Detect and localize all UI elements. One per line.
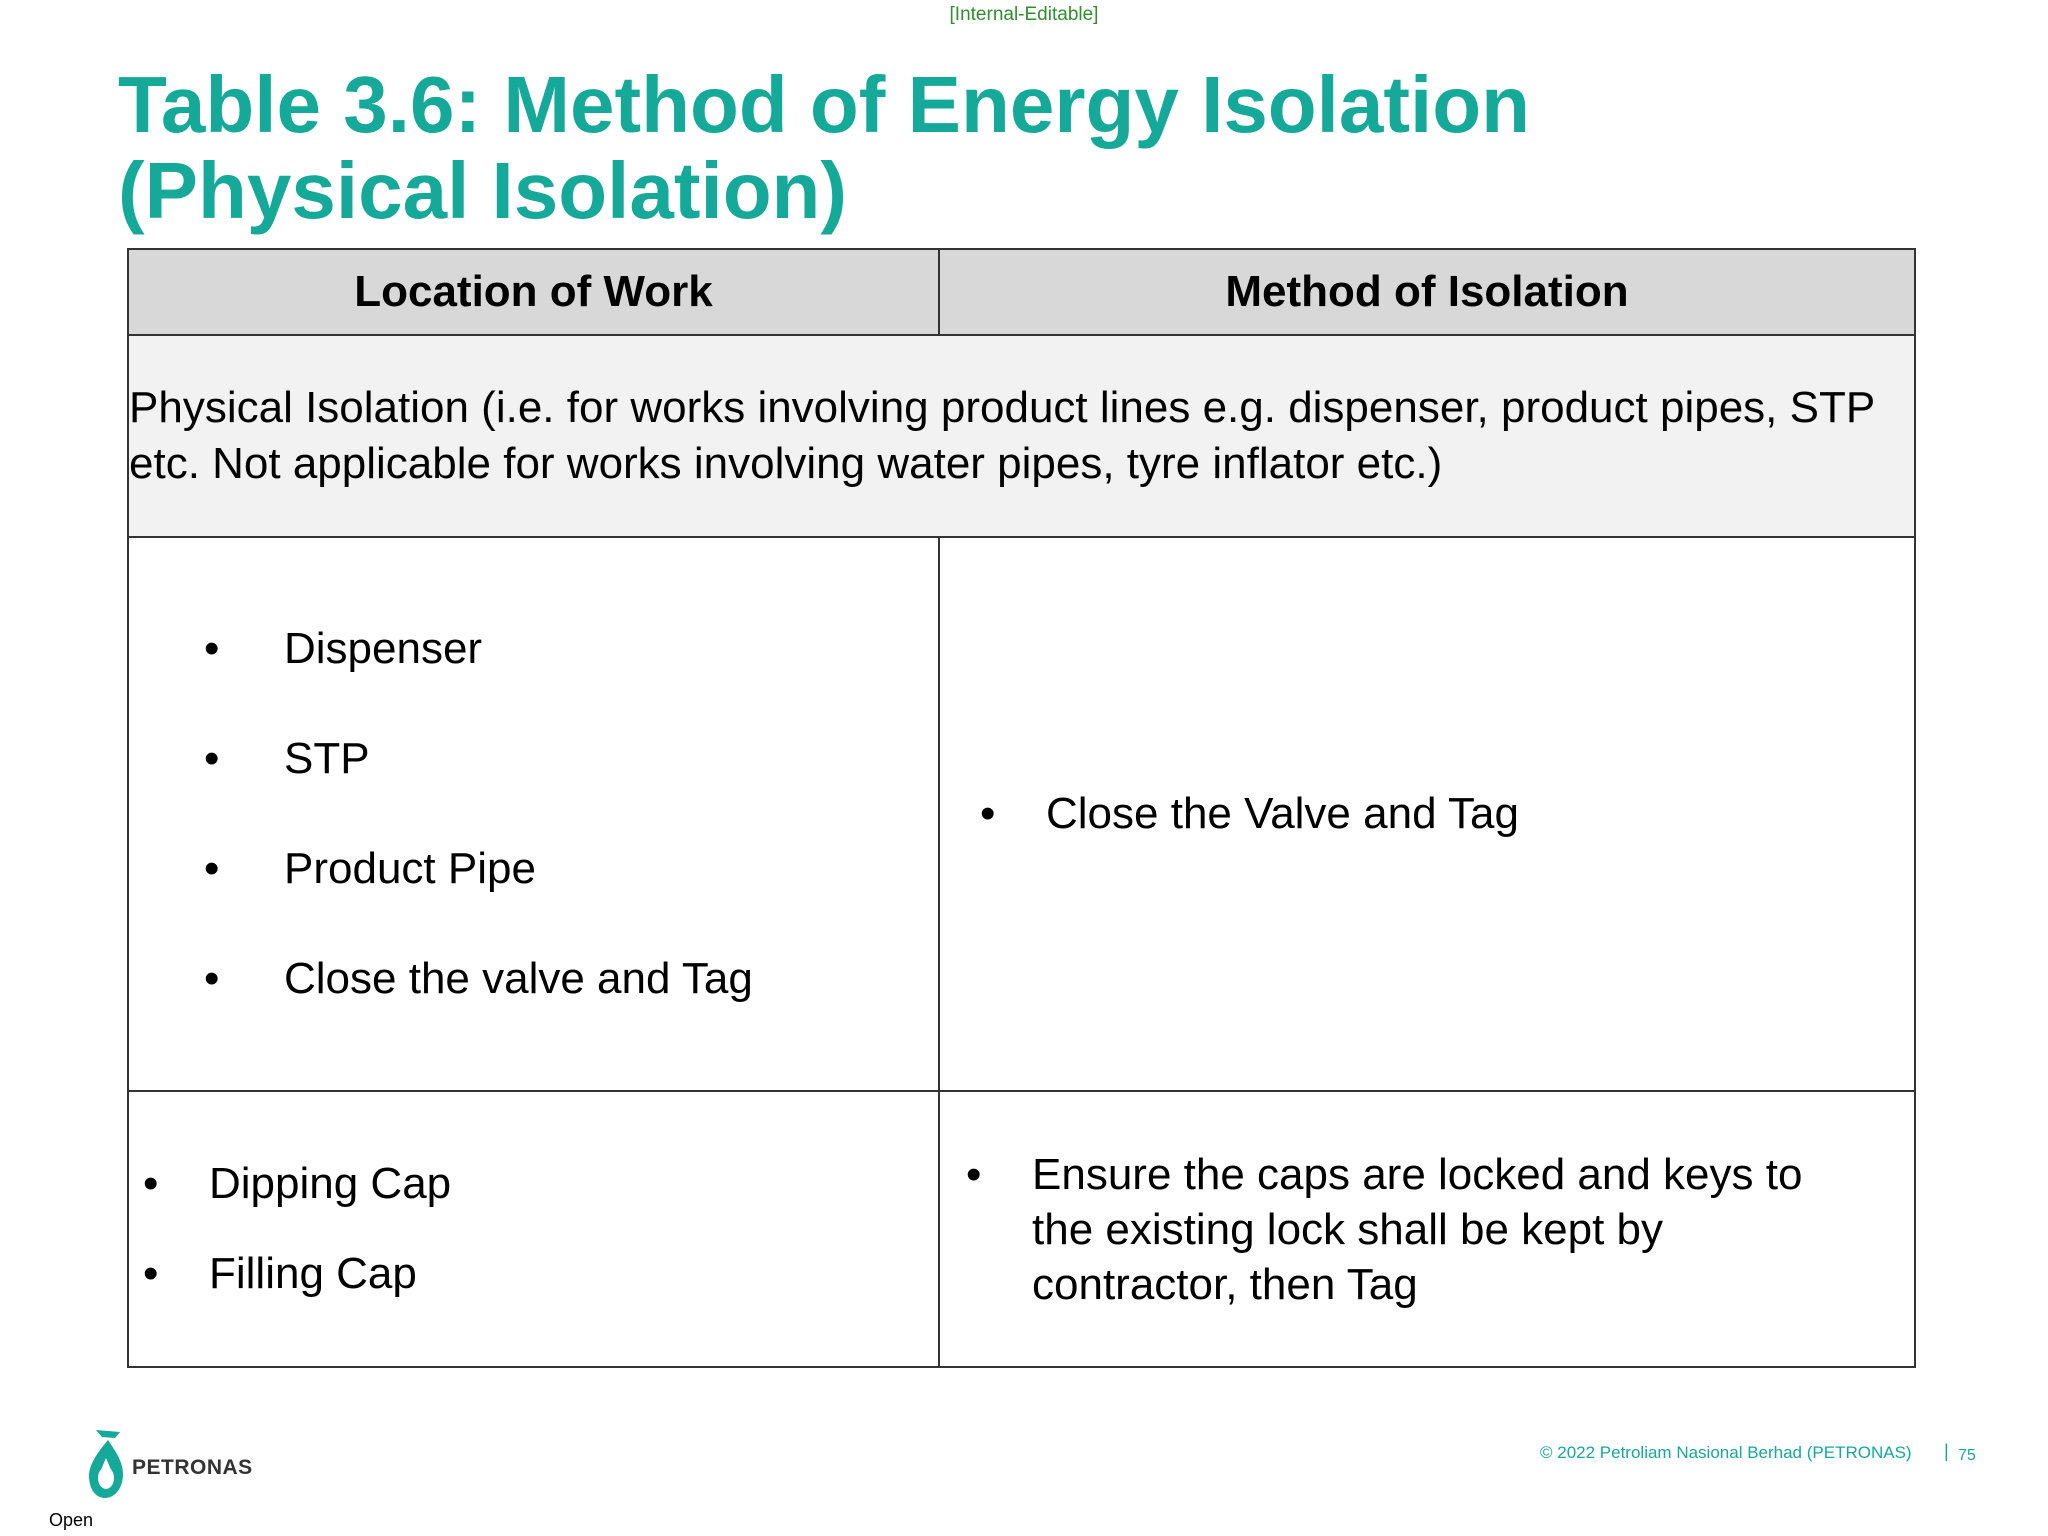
list-item (143, 1249, 938, 1299)
intro-text: Physical Isolation (i.e. for works involving product lines e.g. dispenser, product pipes, STP etc. Not applicable for works involving water pipes, tyre inflator etc.) (128, 335, 1915, 537)
logo-text: PETRONAS (132, 1456, 253, 1479)
open-classification-label: Open (49, 1510, 94, 1530)
bullet: • (143, 1249, 159, 1298)
bullet: • (966, 1149, 982, 1199)
list-item (204, 734, 938, 784)
location-cell (128, 1091, 939, 1367)
method-cell (939, 537, 1915, 1091)
petronas-logo-icon (86, 1428, 126, 1500)
table-intro-row (128, 335, 1915, 537)
method-list (940, 1147, 1914, 1312)
page-separator: | (1944, 1441, 1949, 1461)
location-list (129, 1159, 938, 1299)
table-row (128, 537, 1915, 1091)
list-item-text: Close the Valve and Tag (1046, 789, 1519, 838)
isolation-table (127, 248, 1916, 1368)
page-number: 75 (1958, 1447, 1976, 1464)
column-header-location: Location of Work (128, 249, 939, 335)
page-title-line-2: (Physical Isolation) (118, 146, 848, 235)
bullet: • (204, 844, 220, 893)
bullet: • (980, 789, 996, 838)
list-item (980, 789, 1914, 839)
list-item-text: Filling Cap (209, 1249, 417, 1298)
list-item-text: Ensure the caps are locked and keys to the existing lock shall be kept by contractor, then Tag (1032, 1149, 1803, 1309)
table-header-row (128, 249, 1915, 335)
bullet: • (204, 954, 220, 1003)
method-list (940, 789, 1914, 839)
list-item (966, 1147, 1874, 1312)
list-item-text: Dispenser (284, 624, 483, 673)
list-item (204, 954, 938, 1004)
list-item (204, 624, 938, 674)
location-list (129, 624, 938, 1004)
list-item-text: STP (284, 734, 370, 783)
list-item-text: Dipping Cap (209, 1159, 452, 1208)
column-header-method: Method of Isolation (939, 249, 1915, 335)
list-item-text: Close the valve and Tag (284, 954, 753, 1003)
classification-label: [Internal-Editable] (949, 4, 1099, 25)
page-title-line-1: Table 3.6: Method of Energy Isolation (118, 60, 1530, 149)
petronas-logo (86, 1428, 253, 1500)
list-item-text: Product Pipe (284, 844, 536, 893)
bullet: • (204, 734, 220, 783)
bullet: • (143, 1159, 159, 1208)
bullet: • (204, 624, 220, 673)
location-cell (128, 537, 939, 1091)
list-item (204, 844, 938, 894)
page-title (118, 62, 1530, 234)
copyright-text: © 2022 Petroliam Nasional Berhad (PETRONAS) (1540, 1443, 1912, 1462)
list-item (143, 1159, 938, 1209)
table-row (128, 1091, 1915, 1367)
method-cell (939, 1091, 1915, 1367)
